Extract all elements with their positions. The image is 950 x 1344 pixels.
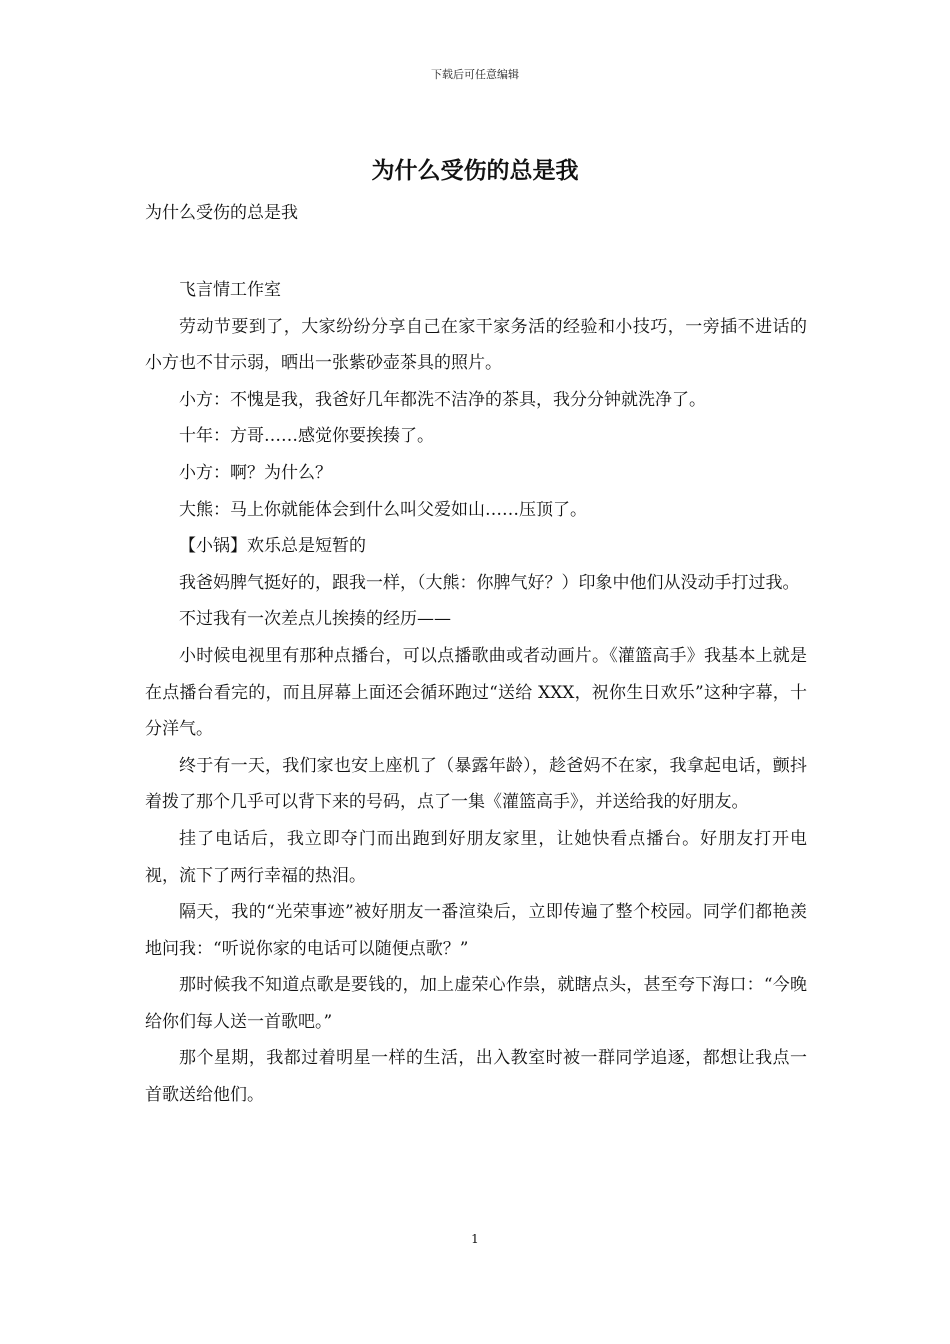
paragraph: 大熊：马上你就能体会到什么叫父爱如山……压顶了。 (179, 499, 587, 520)
document-subtitle: 为什么受伤的总是我 (145, 203, 298, 223)
page-header-note: 下载后可任意编辑 (431, 68, 519, 81)
paragraph: 小方：啊？为什么？ (179, 462, 332, 483)
paragraph: 隔天，我的“光荣事迹”被好朋友一番渲染后，立即传遍了整个校园。同学们都艳羡地问我：“听说你家的电话可以随便点歌？” (145, 902, 807, 959)
paragraph: 【小锅】欢乐总是短暂的 (179, 536, 366, 557)
paragraph: 不过我有一次差点儿挨揍的经历—— (179, 609, 451, 630)
paragraph: 那时候我不知道点歌是要钱的，加上虚荣心作祟，就瞎点头，甚至夸下海口：“今晚给你们每人送一首歌吧。” (145, 975, 807, 1032)
paragraph: 十年：方哥……感觉你要挨揍了。 (179, 426, 434, 447)
paragraph: 劳动节要到了，大家纷纷分享自己在家干家务活的经验和小技巧，一旁插不进话的小方也不甘示弱，晒出一张紫砂壶茶具的照片。 (145, 316, 807, 374)
page-number: 1 (471, 1232, 479, 1246)
paragraph: 终于有一天，我们家也安上座机了（暴露年龄），趁爸妈不在家，我拿起电话，颤抖着拨了那个几乎可以背下来的号码，点了一集《灌篮高手》，并送给我的好朋友。 (145, 755, 807, 813)
paragraph: 我爸妈脾气挺好的，跟我一样，（大熊：你脾气好？）印象中他们从没动手打过我。 (179, 572, 800, 593)
paragraph: 小时候电视里有那种点播台，可以点播歌曲或者动画片。《灌篮高手》我基本上就是在点播台看完的，而且屏幕上面还会循环跑过“送给 XXX，祝你生日欢乐”这种字幕，十分洋气。 (145, 645, 807, 740)
document-title: 为什么受伤的总是我 (371, 157, 579, 184)
paragraph: 那个星期，我都过着明星一样的生活，出入教室时被一群同学追逐，都想让我点一首歌送给他们。 (145, 1048, 807, 1106)
paragraph: 挂了电话后，我立即夺门而出跑到好朋友家里，让她快看点播台。好朋友打开电视，流下了两行幸福的热泪。 (145, 828, 807, 886)
paragraph: 飞言情工作室 (179, 280, 281, 300)
document-body (145, 272, 807, 1114)
paragraph: 小方：不愧是我，我爸好几年都洗不洁净的茶具，我分分钟就洗净了。 (179, 389, 706, 410)
